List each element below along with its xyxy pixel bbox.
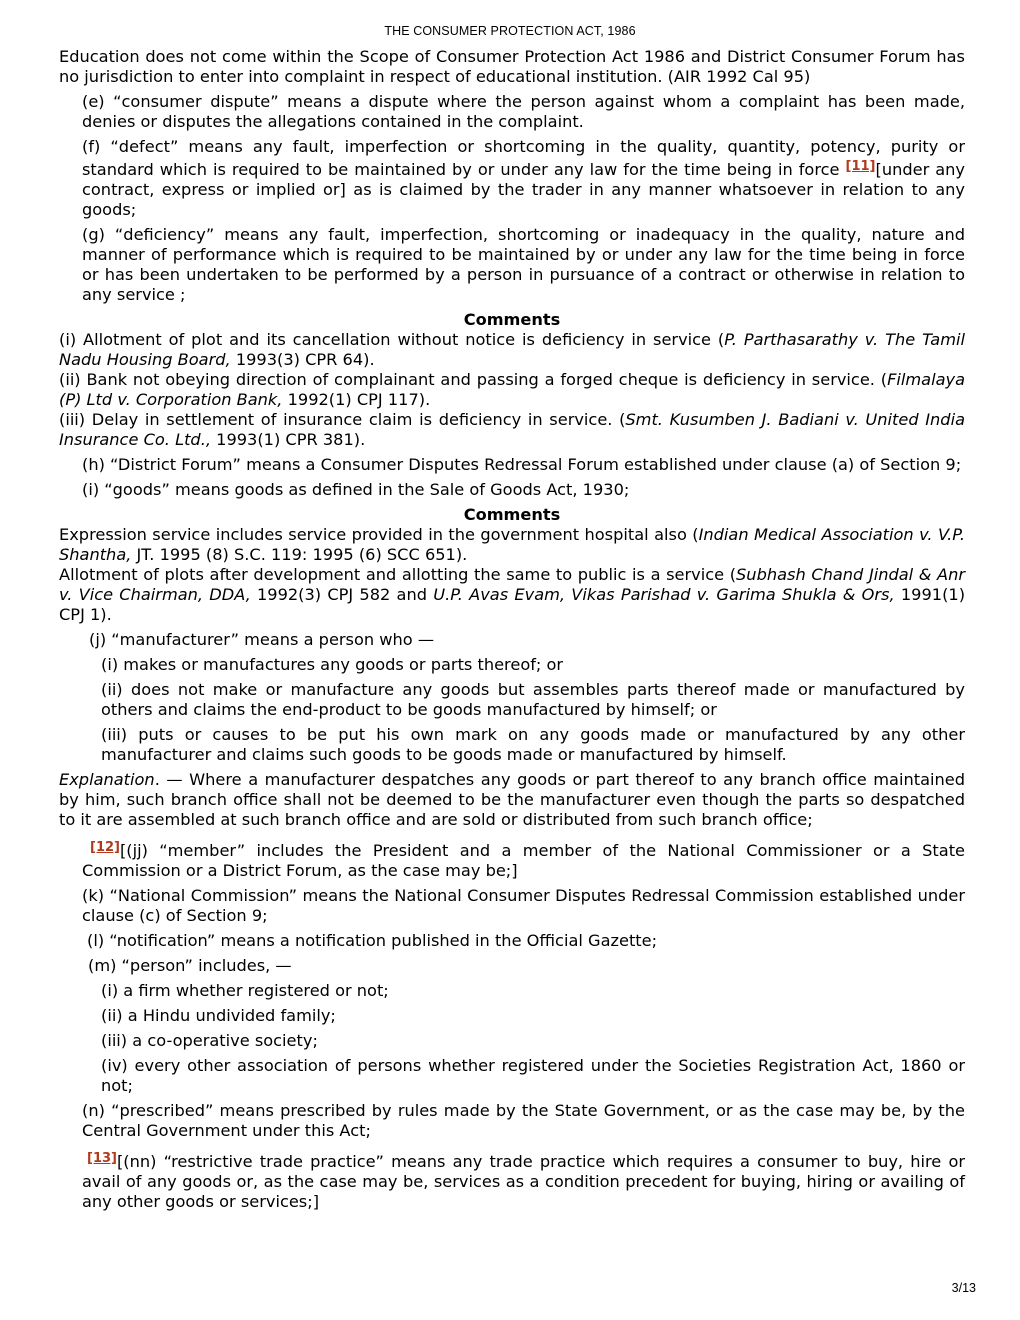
clause-m-sub-ii: (ii) a Hindu undivided family; [101, 1006, 336, 1025]
case-citation: P. Parthasarathy v. The Tamil Nadu Housing Board, [59, 330, 965, 369]
clause-h: (h) “District Forum” means a Consumer Disputes Redressal Forum established under clause (a) of Section 9; [82, 455, 962, 474]
clause-m-sub-i: (i) a firm whether registered or not; [101, 981, 389, 1000]
page-number: 3/13 [951, 1281, 976, 1295]
page-header-title: THE CONSUMER PROTECTION ACT, 1986 [384, 24, 636, 38]
clause-l: (l) “notification” means a notification published in the Official Gazette; [87, 931, 658, 950]
explanation-paragraph: Explanation. — Where a manufacturer despatches any goods or part thereof to any branch office maintained by him, such branch office shall not be deemed to be the manufacturer even though the parts so despatched to it are assembled at such branch office and are sold or distributed from such branch office; [59, 770, 965, 829]
case-citation: U.P. Avas Evam, Vikas Parishad v. Garima Shukla & Ors, [433, 585, 895, 604]
clause-m-sub-iii: (iii) a co-operative society; [101, 1031, 318, 1050]
clause-i: (i) “goods” means goods as defined in the Sale of Goods Act, 1930; [82, 480, 630, 499]
clause-j-sub-i: (i) makes or manufactures any goods or parts thereof; or [101, 655, 564, 674]
clause-m-sub-iv: (iv) every other association of persons whether registered under the Societies Registration Act, 1860 or not; [101, 1056, 965, 1095]
clause-k: (k) “National Commission” means the National Consumer Disputes Redressal Commission established under clause (c) of Section 9; [82, 886, 965, 925]
comments-heading-1: Comments [463, 310, 561, 329]
clause-nn: [13][(nn) “restrictive trade practice” means any trade practice which requires a consumer to buy, hire or avail of any goods or, as the case may be, services as a condition precedent for buying, hiring or availing of any other goods or services;] [82, 1151, 965, 1211]
comment-item-1: (i) Allotment of plot and its cancellation without notice is deficiency in service (P. Parthasarathy v. The Tamil Nadu Housing Board, 1993(3) CPR 64). [59, 330, 965, 369]
footnote-link-12[interactable]: [12] [90, 840, 120, 855]
case-citation: Smt. Kusumben J. Badiani v. United India Insurance Co. Ltd., [59, 410, 965, 449]
comment-paragraph-1: Expression service includes service provided in the government hospital also (Indian Medical Association v. V.P. Shantha, JT. 1995 (8) S.C. 119: 1995 (6) SCC 651). [59, 525, 965, 564]
clause-g: (g) “deficiency” means any fault, imperfection, shortcoming or inadequacy in the quality, nature and manner of performance which is required to be maintained by or under any law for the time being in force or has been undertaken to be performed by a person in pursuance of a contract or otherwise in relation to any service ; [82, 225, 965, 304]
clause-f [82, 137, 965, 220]
clause-f-text-cont: [under any contract, express or implied or] as is claimed by the trader in any manner whatsoever in relation to any goods; [82, 160, 965, 219]
clause-j-sub-ii: (ii) does not make or manufacture any goods but assembles parts thereof made or manufactured by others and claims the end-product to be goods manufactured by himself; or [101, 680, 965, 719]
case-citation: Subhash Chand Jindal & Anr v. Vice Chairman, DDA, [59, 565, 965, 604]
clause-f-text: (f) “defect” means any fault, imperfection or shortcoming in the quality, quantity, potency, purity or standard which is required to be maintained by or under any law for the time being in force [82, 137, 965, 179]
case-citation: Indian Medical Association v. V.P. Shantha, [59, 525, 965, 564]
comment-paragraph-2: Allotment of plots after development and allotting the same to public is a service (Subhash Chand Jindal & Anr v. Vice Chairman, DDA, 1992(3) CPJ 582 and U.P. Avas Evam, Vikas Parishad v. Garima Shukla & Ors, 1991(1) CPJ 1). [59, 565, 966, 624]
clause-n: (n) “prescribed” means prescribed by rules made by the State Government, or as the case may be, by the Central Government under this Act; [82, 1101, 965, 1140]
document-body [59, 47, 965, 1212]
clause-j-sub-iii: (iii) puts or causes to be put his own mark on any goods made or manufactured by any other manufacturer and claims such goods to be goods made or manufactured by himself. [101, 725, 965, 764]
footnote-link-13[interactable]: [13] [87, 1151, 117, 1166]
footnote-link-11[interactable]: [11] [845, 159, 876, 174]
clause-e: (e) “consumer dispute” means a dispute where the person against whom a complaint has been made, denies or disputes the allegations contained in the complaint. [82, 92, 965, 131]
clause-j: (j) “manufacturer” means a person who — [89, 630, 435, 649]
explanation-label: Explanation [59, 770, 155, 789]
intro-paragraph: Education does not come within the Scope of Consumer Protection Act 1986 and District Consumer Forum has no jurisdiction to enter into complaint in respect of educational institution. (AIR 1992 Cal 95) [59, 47, 965, 86]
comment-item-2: (ii) Bank not obeying direction of complainant and passing a forged cheque is deficiency in service. (Filmalaya (P) Ltd v. Corporation Bank, 1992(1) CPJ 117). [59, 370, 965, 409]
clause-jj: [12][(jj) “member” includes the President and a member of the National Commissioner or a State Commission or a District Forum, as the case may be;] [82, 840, 965, 880]
clause-m: (m) “person” includes, — [88, 956, 292, 975]
comment-item-3: (iii) Delay in settlement of insurance claim is deficiency in service. (Smt. Kusumben J. Badiani v. United India Insurance Co. Ltd., 1993(1) CPR 381). [59, 410, 965, 449]
case-citation: Filmalaya (P) Ltd v. Corporation Bank, [59, 370, 965, 409]
comments-heading-2: Comments [463, 505, 561, 524]
